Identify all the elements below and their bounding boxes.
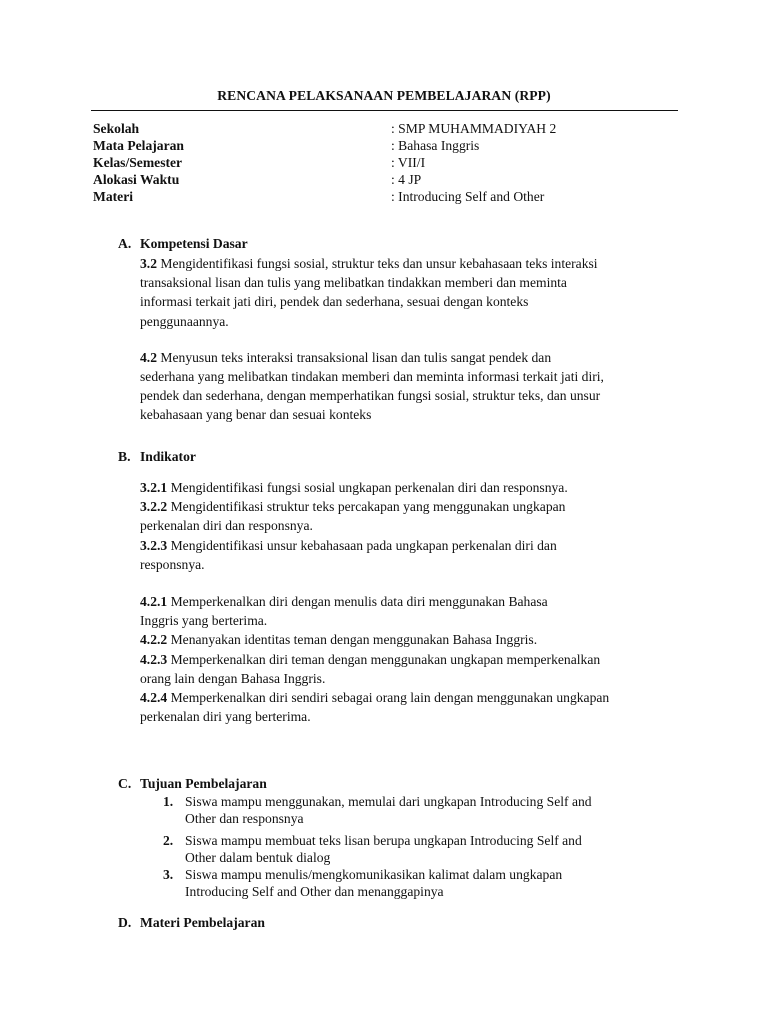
section-heading <box>118 448 688 466</box>
text-line: perkenalan diri dan responsnya. <box>140 518 313 534</box>
info-row-subject <box>93 137 683 154</box>
list-item <box>118 793 688 827</box>
indicator-code: 3.2.2 <box>140 499 168 515</box>
indicator-code: 4.2.1 <box>140 594 168 610</box>
text-line: Introducing Self and Other dan menanggapinya <box>185 884 444 899</box>
info-row-time <box>93 171 683 188</box>
text-line <box>140 348 688 367</box>
text-line <box>140 478 688 497</box>
list-item <box>118 832 688 866</box>
indicator-text: Memperkenalkan diri dengan menulis data diri menggunakan Bahasa <box>167 594 548 610</box>
kd-code: 4.2 <box>140 349 157 365</box>
text-line <box>140 688 688 707</box>
list-number: 3. <box>163 867 174 882</box>
section-letter: C. <box>118 776 132 791</box>
list-item <box>118 866 688 900</box>
kd-paragraph <box>140 348 688 425</box>
identity-table <box>93 120 683 205</box>
section-heading <box>118 235 688 253</box>
indicator-code: 4.2.2 <box>140 632 168 648</box>
indicator-text: Mengidentifikasi fungsi sosial ungkapan perkenalan diri dan responsnya. <box>167 480 568 495</box>
info-value: : Introducing Self and Other <box>391 189 545 204</box>
list-number: 1. <box>163 794 174 809</box>
section-indikator <box>118 448 688 726</box>
info-row-school <box>93 120 683 137</box>
text-line: penggunaannya. <box>140 313 229 329</box>
goals-list <box>118 793 688 900</box>
text-line: Inggris yang berterima. <box>140 613 268 629</box>
section-letter: B. <box>118 449 131 464</box>
indicator-text: Memperkenalkan diri sendiri sebagai orang lain dengan menggunakan ungkapan <box>167 690 610 706</box>
section-materi-pembelajaran <box>118 914 688 932</box>
info-value: : VII/I <box>391 155 426 170</box>
info-label: Materi <box>93 189 133 204</box>
indicator-group-skill <box>140 592 688 726</box>
section-title: Materi Pembelajaran <box>140 915 265 930</box>
indicator-code: 3.2.1 <box>140 480 168 495</box>
text-line: Siswa mampu menggunakan, memulai dari ungkapan Introducing Self and <box>185 794 592 809</box>
indicator-group-knowledge <box>140 478 688 574</box>
text-line: responsnya. <box>140 556 205 572</box>
indicator-code: 3.2.3 <box>140 537 168 553</box>
indicator-code: 4.2.3 <box>140 651 168 667</box>
info-row-class <box>93 154 683 171</box>
text-line <box>140 650 688 669</box>
indicator-text: Menanyakan identitas teman dengan menggunakan Bahasa Inggris. <box>167 632 538 648</box>
section-title: Tujuan Pembelajaran <box>140 776 267 791</box>
text-line: Other dalam bentuk dialog <box>185 850 331 865</box>
section-title: Kompetensi Dasar <box>140 236 248 251</box>
text-line <box>140 536 688 555</box>
text-line <box>140 592 688 611</box>
indicator-text: Memperkenalkan diri teman dengan menggunakan ungkapan memperkenalkan <box>167 651 601 667</box>
text-line: pendek dan sederhana, dengan memperhatikan fungsi sosial, struktur teks, dan unsur <box>140 388 601 404</box>
kd-text: Menyusun teks interaksi transaksional lisan dan tulis sangat pendek dan <box>157 349 552 365</box>
section-heading <box>118 775 688 793</box>
text-line: Siswa mampu menulis/mengkomunikasikan kalimat dalam ungkapan <box>185 867 563 882</box>
text-line <box>140 254 688 273</box>
section-heading <box>118 914 688 932</box>
section-letter: A. <box>118 236 132 251</box>
text-line: kebahasaan yang benar dan sesuai konteks <box>140 407 372 423</box>
section-letter: D. <box>118 915 132 930</box>
text-line <box>140 497 688 516</box>
info-row-material <box>93 188 683 205</box>
section-title: Indikator <box>140 449 196 464</box>
section-tujuan-pembelajaran <box>118 775 688 905</box>
document-title: RENCANA PELAKSANAAN PEMBELAJARAN (RPP) <box>217 88 551 103</box>
indicator-text: Mengidentifikasi struktur teks percakapan yang menggunakan ungkapan <box>167 499 566 515</box>
kd-paragraph <box>140 254 688 331</box>
text-line: informasi terkait jati diri, pendek dan sederhana, sesuai dengan konteks <box>140 294 529 310</box>
text-line: sederhana yang melibatkan tindakan memberi dan meminta informasi terkait jati diri, <box>140 369 604 385</box>
text-line: transaksional lisan dan tulis yang melibatkan tindakkan memberi dan meminta <box>140 275 567 291</box>
kd-code: 3.2 <box>140 256 157 271</box>
info-label: Kelas/Semester <box>93 155 183 170</box>
text-line: orang lain dengan Bahasa Inggris. <box>140 670 326 686</box>
info-label: Mata Pelajaran <box>93 138 184 153</box>
info-value: : SMP MUHAMMADIYAH 2 <box>391 121 557 136</box>
kd-text: Mengidentifikasi fungsi sosial, struktur teks dan unsur kebahasaan teks interaksi <box>157 256 598 271</box>
info-value: : 4 JP <box>391 172 422 187</box>
indicator-code: 4.2.4 <box>140 690 168 706</box>
text-line <box>140 630 688 649</box>
info-label: Alokasi Waktu <box>93 172 180 187</box>
text-line: perkenalan diri yang berterima. <box>140 709 311 725</box>
list-number: 2. <box>163 833 174 848</box>
info-label: Sekolah <box>93 121 140 136</box>
indicator-text: Mengidentifikasi unsur kebahasaan pada ungkapan perkenalan diri dan <box>167 537 557 553</box>
section-kompetensi-dasar <box>118 235 688 425</box>
text-line: Other dan responsnya <box>185 811 304 826</box>
text-line: Siswa mampu membuat teks lisan berupa ungkapan Introducing Self and <box>185 833 582 848</box>
title-divider <box>91 110 678 111</box>
info-value: : Bahasa Inggris <box>391 138 480 153</box>
